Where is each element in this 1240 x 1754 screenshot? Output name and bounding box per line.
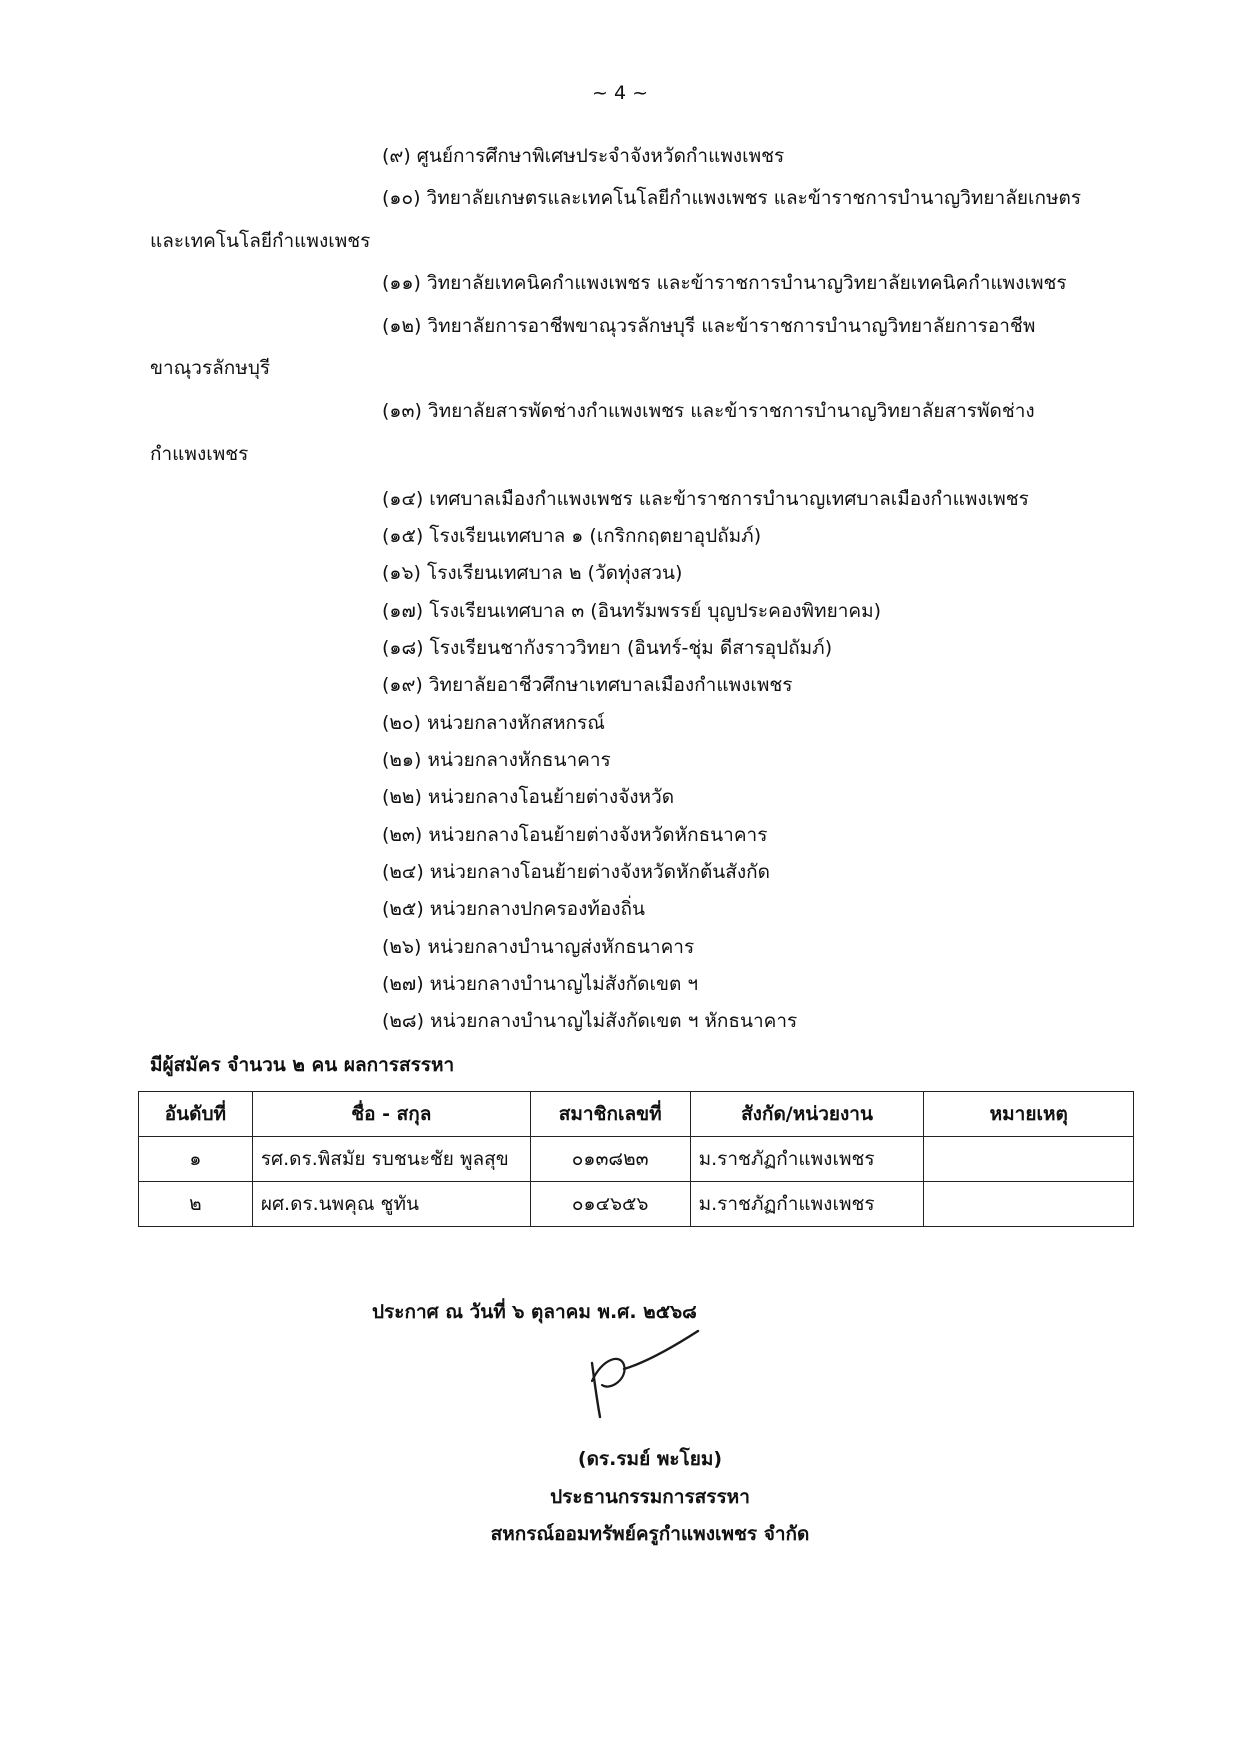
list-item: (๒๖) หน่วยกลางบำนาญส่งหักธนาคาร bbox=[382, 936, 695, 958]
cell-remarks bbox=[924, 1182, 1134, 1227]
list-item: (๑๒) วิทยาลัยการอาชีพขาณุวรลักษบุรี และข้าราชการบำนาญวิทยาลัยการอาชีพ bbox=[382, 315, 1036, 337]
cell-affiliation: ม.ราชภัฏกำแพงเพชร bbox=[690, 1137, 924, 1182]
list-item-continuation: กำแพงเพชร bbox=[150, 443, 249, 465]
list-item: (๑๗) โรงเรียนเทศบาล ๓ (อินทรัมพรรย์ บุญประคองพิทยาคม) bbox=[382, 600, 882, 622]
cell-member-no: ๐๑๔๖๕๖ bbox=[530, 1182, 690, 1227]
list-item: (๑๕) โรงเรียนเทศบาล ๑ (เกริกกฤตยาอุปถัมภ์) bbox=[382, 525, 762, 547]
cell-affiliation: ม.ราชภัฏกำแพงเพชร bbox=[690, 1182, 924, 1227]
cell-rank: ๑ bbox=[139, 1137, 253, 1182]
table-header-row bbox=[139, 1092, 1134, 1137]
list-item: (๒๒) หน่วยกลางโอนย้ายต่างจังหวัด bbox=[382, 786, 675, 808]
table-row bbox=[139, 1182, 1134, 1227]
list-item: (๑๓) วิทยาลัยสารพัดช่างกำแพงเพชร และข้าราชการบำนาญวิทยาลัยสารพัดช่าง bbox=[382, 400, 1035, 422]
signatory-name: (ดร.รมย์ พะโยม) bbox=[577, 1448, 723, 1470]
list-item: (๑๙) วิทยาลัยอาชีวศึกษาเทศบาลเมืองกำแพงเพชร bbox=[382, 674, 793, 696]
signatory-position: ประธานกรรมการสรรหา bbox=[550, 1486, 750, 1508]
header-rank: อันดับที่ bbox=[139, 1092, 253, 1137]
header-name: ชื่อ - สกุล bbox=[252, 1092, 530, 1137]
cell-member-no: ๐๑๓๘๒๓ bbox=[530, 1137, 690, 1182]
list-item: (๑๐) วิทยาลัยเกษตรและเทคโนโลยีกำแพงเพชร และข้าราชการบำนาญวิทยาลัยเกษตร bbox=[382, 187, 1082, 209]
header-member-no: สมาชิกเลขที่ bbox=[530, 1092, 690, 1137]
table-row bbox=[139, 1137, 1134, 1182]
list-item: (๒๑) หน่วยกลางหักธนาคาร bbox=[382, 749, 611, 771]
handwritten-signature bbox=[580, 1325, 710, 1435]
list-item: (๑๑) วิทยาลัยเทคนิคกำแพงเพชร และข้าราชการบำนาญวิทยาลัยเทคนิคกำแพงเพชร bbox=[382, 272, 1067, 294]
list-item: (๒๓) หน่วยกลางโอนย้ายต่างจังหวัดหักธนาคาร bbox=[382, 824, 768, 846]
list-item: (๑๔) เทศบาลเมืองกำแพงเพชร และข้าราชการบำนาญเทศบาลเมืองกำแพงเพชร bbox=[382, 488, 1029, 510]
page-number: ~ 4 ~ bbox=[591, 82, 648, 104]
list-item: (๒๐) หน่วยกลางหักสหกรณ์ bbox=[382, 712, 605, 734]
header-remarks: หมายเหตุ bbox=[924, 1092, 1134, 1137]
announcement-date: ประกาศ ณ วันที่ ๖ ตุลาคม พ.ศ. ๒๕๖๘ bbox=[372, 1301, 697, 1323]
candidates-table bbox=[138, 1091, 1134, 1227]
list-item: (๙) ศูนย์การศึกษาพิเศษประจำจังหวัดกำแพงเพชร bbox=[382, 145, 785, 167]
signatory-organization: สหกรณ์ออมทรัพย์ครูกำแพงเพชร จำกัด bbox=[490, 1523, 810, 1545]
list-item: (๑๖) โรงเรียนเทศบาล ๒ (วัดทุ่งสวน) bbox=[382, 562, 683, 584]
cell-name: รศ.ดร.พิสมัย รบชนะชัย พูลสุข bbox=[252, 1137, 530, 1182]
list-item: (๒๔) หน่วยกลางโอนย้ายต่างจังหวัดหักต้นสังกัด bbox=[382, 861, 771, 883]
list-item-continuation: และเทคโนโลยีกำแพงเพชร bbox=[150, 230, 371, 252]
cell-remarks bbox=[924, 1137, 1134, 1182]
cell-rank: ๒ bbox=[139, 1182, 253, 1227]
list-item: (๒๗) หน่วยกลางบำนาญไม่สังกัดเขต ฯ bbox=[382, 973, 698, 995]
header-affiliation: สังกัด/หน่วยงาน bbox=[690, 1092, 924, 1137]
summary-heading: มีผู้สมัคร จำนวน ๒ คน ผลการสรรหา bbox=[150, 1054, 455, 1076]
list-item: (๒๘) หน่วยกลางบำนาญไม่สังกัดเขต ฯ หักธนาคาร bbox=[382, 1010, 798, 1032]
list-item: (๑๘) โรงเรียนชากังราววิทยา (อินทร์-ชุ่ม ดีสารอุปถัมภ์) bbox=[382, 637, 833, 659]
cell-name: ผศ.ดร.นพคุณ ชูทัน bbox=[252, 1182, 530, 1227]
list-item-continuation: ขาณุวรลักษบุรี bbox=[150, 357, 271, 379]
list-item: (๒๕) หน่วยกลางปกครองท้องถิ่น bbox=[382, 898, 646, 920]
